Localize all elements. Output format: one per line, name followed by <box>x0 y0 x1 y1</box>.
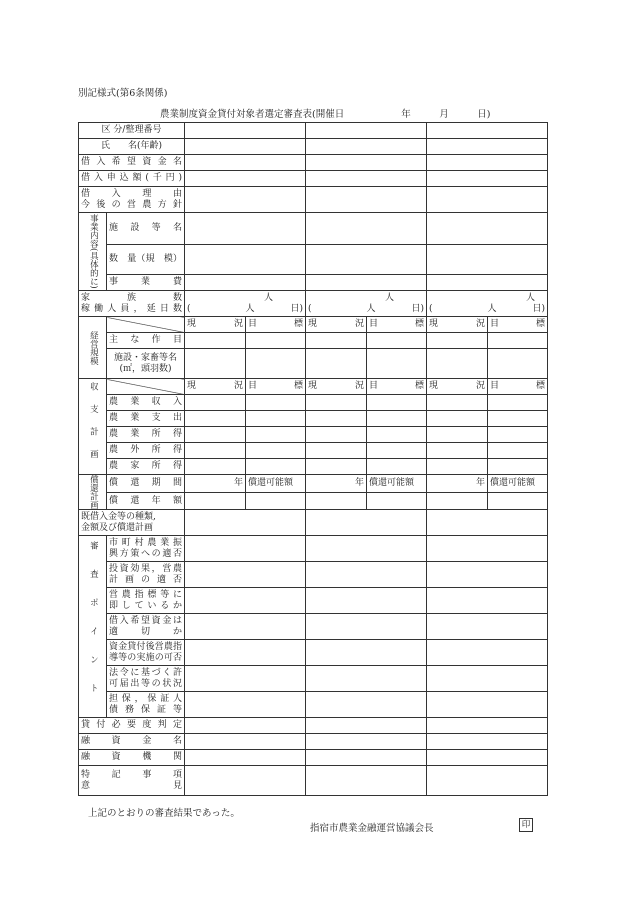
col-current: 現 況 <box>427 379 488 395</box>
label-quantity: 数 量（規 模） <box>107 245 185 275</box>
result-statement: 上記のとおりの審査結果であった。 <box>88 808 240 819</box>
cell-6[interactable] <box>488 427 548 443</box>
table-row <box>79 187 548 213</box>
label-household-earnings: 農 家 所 得 <box>107 459 185 475</box>
repayable-label: 償還可能額 <box>488 475 548 493</box>
cell-3[interactable] <box>427 510 548 536</box>
label-facility: 施 設 等 名 <box>107 213 185 245</box>
label-name: 氏 名(年齢) <box>79 139 185 155</box>
family-cell-2[interactable] <box>306 291 427 317</box>
label-main-crop: 主 な 作 目 <box>107 333 185 349</box>
label-fund-name: 借入希望資金名 <box>79 155 185 171</box>
label-project-cost: 事 業 費 <box>107 275 185 291</box>
table-row <box>79 666 548 692</box>
cell-3[interactable] <box>427 123 548 139</box>
diagonal-cell <box>107 379 185 395</box>
review-4b: 適 切 か <box>109 626 182 637</box>
label-facility-livestock-1: 施設・家畜等名 <box>113 353 177 364</box>
cell-1[interactable] <box>185 750 306 766</box>
cell-2[interactable] <box>306 171 427 187</box>
cell-1[interactable] <box>185 536 306 562</box>
label-financing: 融 資 金 名 <box>79 734 185 750</box>
cell-2[interactable] <box>246 492 306 510</box>
cell-2[interactable] <box>306 640 427 666</box>
family-cell-3[interactable] <box>427 291 548 317</box>
period-year: 年 <box>306 475 367 493</box>
table-row <box>79 475 548 493</box>
cell-1[interactable] <box>185 155 306 171</box>
cell-1[interactable] <box>185 766 306 796</box>
cell-3[interactable] <box>427 750 548 766</box>
cell-2[interactable] <box>306 275 427 291</box>
seal-stamp: 印 <box>519 818 533 832</box>
cell-6[interactable] <box>488 333 548 349</box>
review-2b: 計画の適否 <box>109 574 182 585</box>
col-current: 現 況 <box>185 379 246 395</box>
review-3b: 即しているか <box>109 600 182 611</box>
cell-3[interactable] <box>427 245 548 275</box>
cell-1[interactable] <box>185 427 246 443</box>
cell-1[interactable] <box>185 245 306 275</box>
group-business <box>79 213 107 291</box>
label-existing-2: 金額及び償還計画 <box>81 522 154 533</box>
table-row <box>79 291 548 317</box>
cell-3[interactable] <box>306 411 367 427</box>
col-current: 現 況 <box>427 317 488 333</box>
group-repay <box>79 475 107 510</box>
cell-1[interactable] <box>185 666 306 692</box>
table-row <box>79 536 548 562</box>
table-row <box>79 510 548 536</box>
label-family <box>79 291 185 317</box>
label-remarks <box>79 766 185 796</box>
period-year: 年 <box>185 475 246 493</box>
cell-2[interactable] <box>246 349 306 379</box>
cell-2[interactable] <box>246 427 306 443</box>
review-7b: 債務保証等 <box>109 704 182 715</box>
label-income-group: 収支計画 <box>88 381 99 472</box>
label-facility-livestock <box>107 349 185 379</box>
table-row <box>79 692 548 718</box>
cell-3[interactable] <box>306 333 367 349</box>
diagonal-cell <box>107 317 185 333</box>
cell-1[interactable] <box>185 692 306 718</box>
cell-4[interactable] <box>367 443 427 459</box>
review-1a: 市町村農業振 <box>109 538 182 549</box>
cell-5[interactable] <box>427 443 488 459</box>
cell-3[interactable] <box>306 349 367 379</box>
label-reason <box>79 187 185 213</box>
form-title: 農業制度資金貸付対象者選定審査表(開催日 年 月 日) <box>160 109 491 120</box>
review-table <box>78 122 548 796</box>
cell-2[interactable] <box>246 333 306 349</box>
cell-1[interactable] <box>185 510 306 536</box>
cell-1[interactable] <box>185 459 246 475</box>
col-current: 現 況 <box>306 379 367 395</box>
label-reason-1: 借 入 理 由 <box>81 189 182 200</box>
cell-3[interactable] <box>427 562 548 588</box>
review-3a: 営農指標等に <box>109 590 182 601</box>
group-mgmt <box>79 317 107 379</box>
cell-4[interactable] <box>367 427 427 443</box>
cell-2[interactable] <box>306 213 427 245</box>
label-repay-group: 償還計画 <box>88 475 99 509</box>
cell-2[interactable] <box>246 459 306 475</box>
cell-1[interactable] <box>185 718 306 734</box>
cell-2[interactable] <box>246 411 306 427</box>
cell-3[interactable] <box>306 427 367 443</box>
cell-2[interactable] <box>306 614 427 640</box>
family-cell-1[interactable] <box>185 291 306 317</box>
repayable-label: 償還可能額 <box>367 475 427 493</box>
cell-3[interactable] <box>427 666 548 692</box>
cell-2[interactable] <box>246 443 306 459</box>
cell-2[interactable] <box>306 139 427 155</box>
cell-3[interactable] <box>427 536 548 562</box>
table-row <box>79 750 548 766</box>
label-repay-amount: 償 還 年 額 <box>107 492 185 510</box>
cell-2[interactable] <box>306 734 427 750</box>
cell-1[interactable] <box>185 395 246 411</box>
review-2a: 投資効果，営農 <box>109 564 182 575</box>
cell-4[interactable] <box>367 492 427 510</box>
label-amount: 借入申込額(千円) <box>79 171 185 187</box>
unit-days-row <box>187 304 303 314</box>
repayable-label: 償還可能額 <box>246 475 306 493</box>
label-necessity: 貸付必要度判定 <box>79 718 185 734</box>
table-row <box>79 349 548 379</box>
table-row <box>79 734 548 750</box>
review-6b: 可届出等の状況 <box>109 678 182 689</box>
cell-2[interactable] <box>306 718 427 734</box>
cell-1[interactable] <box>185 123 306 139</box>
cell-6[interactable] <box>488 443 548 459</box>
cell-3[interactable] <box>306 492 367 510</box>
cell-3[interactable] <box>306 459 367 475</box>
unit-days: 人 日) <box>245 303 303 314</box>
cell-1[interactable] <box>185 187 306 213</box>
period-year: 年 <box>427 475 488 493</box>
table-row <box>79 139 548 155</box>
unit-days: 人 日) <box>487 303 545 314</box>
group-income <box>79 379 107 475</box>
cell-1[interactable] <box>185 614 306 640</box>
cell-3[interactable] <box>427 187 548 213</box>
cell-4[interactable] <box>367 411 427 427</box>
col-current: 現 況 <box>185 317 246 333</box>
label-farm-earnings: 農 業 所 得 <box>107 427 185 443</box>
table-row <box>79 588 548 614</box>
form-caption: 別記様式(第6条関係) <box>78 88 168 99</box>
table-row <box>79 275 548 291</box>
unit-days: 人 日) <box>366 303 424 314</box>
cell-3[interactable] <box>427 734 548 750</box>
table-row <box>79 640 548 666</box>
cell-2[interactable] <box>306 123 427 139</box>
table-row <box>79 155 548 171</box>
cell-6[interactable] <box>488 349 548 379</box>
cell-2[interactable] <box>306 510 427 536</box>
cell-1[interactable] <box>185 411 246 427</box>
review-6 <box>107 666 185 692</box>
unit-open: ( <box>308 303 312 314</box>
col-target: 目 標 <box>367 379 427 395</box>
table-row <box>79 317 548 333</box>
cell-1[interactable] <box>185 588 306 614</box>
label-mgmt-group: 経営規模 <box>88 330 99 365</box>
review-7a: 担保，保証人 <box>109 694 182 705</box>
table-row <box>79 614 548 640</box>
unit-open: ( <box>187 303 191 314</box>
cell-5[interactable] <box>427 427 488 443</box>
cell-2[interactable] <box>306 536 427 562</box>
cell-3[interactable] <box>427 275 548 291</box>
cell-1[interactable] <box>185 139 306 155</box>
cell-6[interactable] <box>488 492 548 510</box>
cell-3[interactable] <box>427 213 548 245</box>
review-1 <box>107 536 185 562</box>
cell-1[interactable] <box>185 333 246 349</box>
review-3 <box>107 588 185 614</box>
cell-6[interactable] <box>488 411 548 427</box>
unit-people: 人 <box>525 293 535 304</box>
cell-3[interactable] <box>306 443 367 459</box>
label-review-group: 審査ポイント <box>88 541 99 712</box>
cell-4[interactable] <box>367 459 427 475</box>
cell-1[interactable] <box>185 349 246 379</box>
unit-people: 人 <box>384 293 394 304</box>
label-reason-2: 今後の営農方針 <box>81 199 182 210</box>
unit-open: ( <box>429 303 433 314</box>
cell-1[interactable] <box>185 562 306 588</box>
cell-5[interactable] <box>427 492 488 510</box>
unit-days-row <box>308 304 424 314</box>
label-facility-livestock-2: (㎡，頭羽数) <box>119 363 172 374</box>
label-existing <box>79 510 185 536</box>
label-repay-period: 償 還 期 間 <box>107 475 185 493</box>
cell-3[interactable] <box>427 692 548 718</box>
table-row <box>79 766 548 796</box>
cell-1[interactable] <box>185 213 306 245</box>
cell-4[interactable] <box>367 349 427 379</box>
cell-2[interactable] <box>306 692 427 718</box>
table-row <box>79 718 548 734</box>
cell-1[interactable] <box>185 492 246 510</box>
table-row <box>79 411 548 427</box>
unit-people: 人 <box>263 293 273 304</box>
review-4a: 借入希望資金は <box>109 616 182 627</box>
cell-2[interactable] <box>306 766 427 796</box>
review-5a: 資金貸付後営農指 <box>109 642 182 653</box>
cell-2[interactable] <box>306 155 427 171</box>
table-row <box>79 562 548 588</box>
review-4 <box>107 614 185 640</box>
label-nonfarm-earnings: 農 外 所 得 <box>107 443 185 459</box>
cell-3[interactable] <box>427 640 548 666</box>
cell-4[interactable] <box>367 395 427 411</box>
cell-6[interactable] <box>488 395 548 411</box>
label-business-group: 事業内容(具体的に) <box>88 214 99 289</box>
cell-1[interactable] <box>185 734 306 750</box>
cell-4[interactable] <box>367 333 427 349</box>
cell-5[interactable] <box>427 333 488 349</box>
cell-2[interactable] <box>246 395 306 411</box>
group-review <box>79 536 107 718</box>
signatory: 指宿市農業金融運営協議会長 <box>310 823 434 834</box>
label-division: 区 分/整理番号 <box>79 123 185 139</box>
table-row <box>79 213 548 245</box>
cell-2[interactable] <box>306 750 427 766</box>
cell-3[interactable] <box>427 155 548 171</box>
review-2 <box>107 562 185 588</box>
col-target: 目 標 <box>246 379 306 395</box>
table-row <box>79 395 548 411</box>
unit-days-row <box>429 304 545 314</box>
table-row <box>79 492 548 510</box>
col-target: 目 標 <box>367 317 427 333</box>
cell-5[interactable] <box>427 411 488 427</box>
table-row <box>79 123 548 139</box>
review-1b: 興方策への適否 <box>109 548 182 559</box>
cell-5[interactable] <box>427 459 488 475</box>
col-target: 目 標 <box>488 317 548 333</box>
table-row <box>79 379 548 395</box>
cell-1[interactable] <box>185 275 306 291</box>
table-row <box>79 245 548 275</box>
col-current: 現 況 <box>306 317 367 333</box>
cell-2[interactable] <box>306 562 427 588</box>
review-5b: 導等の実施の可否 <box>109 652 182 663</box>
cell-3[interactable] <box>306 395 367 411</box>
cell-3[interactable] <box>427 766 548 796</box>
label-existing-1: 既借入金等の種類, <box>81 512 156 523</box>
cell-2[interactable] <box>306 245 427 275</box>
cell-1[interactable] <box>185 171 306 187</box>
label-remarks-1: 特 記 事 項 <box>81 770 182 781</box>
cell-2[interactable] <box>306 187 427 213</box>
cell-2[interactable] <box>306 666 427 692</box>
cell-5[interactable] <box>427 395 488 411</box>
table-row <box>79 427 548 443</box>
cell-1[interactable] <box>185 640 306 666</box>
label-family-1: 家 族 数 <box>81 293 182 304</box>
cell-5[interactable] <box>427 349 488 379</box>
table-row <box>79 333 548 349</box>
review-7 <box>107 692 185 718</box>
label-family-2: 稼働人員，延日数 <box>81 303 182 314</box>
label-farm-expense: 農 業 支 出 <box>107 411 185 427</box>
cell-3[interactable] <box>427 139 548 155</box>
cell-3[interactable] <box>427 588 548 614</box>
label-remarks-2: 意 見 <box>81 780 182 791</box>
label-farm-income: 農 業 収 入 <box>107 395 185 411</box>
table-row <box>79 171 548 187</box>
review-6a: 法令に基づく許 <box>109 668 182 679</box>
table-row <box>79 443 548 459</box>
cell-6[interactable] <box>488 459 548 475</box>
col-target: 目 標 <box>246 317 306 333</box>
cell-3[interactable] <box>427 171 548 187</box>
cell-3[interactable] <box>427 614 548 640</box>
review-5 <box>107 640 185 666</box>
cell-1[interactable] <box>185 443 246 459</box>
table-row <box>79 459 548 475</box>
label-institution: 融 資 機 関 <box>79 750 185 766</box>
cell-3[interactable] <box>427 718 548 734</box>
col-target: 目 標 <box>488 379 548 395</box>
cell-2[interactable] <box>306 588 427 614</box>
